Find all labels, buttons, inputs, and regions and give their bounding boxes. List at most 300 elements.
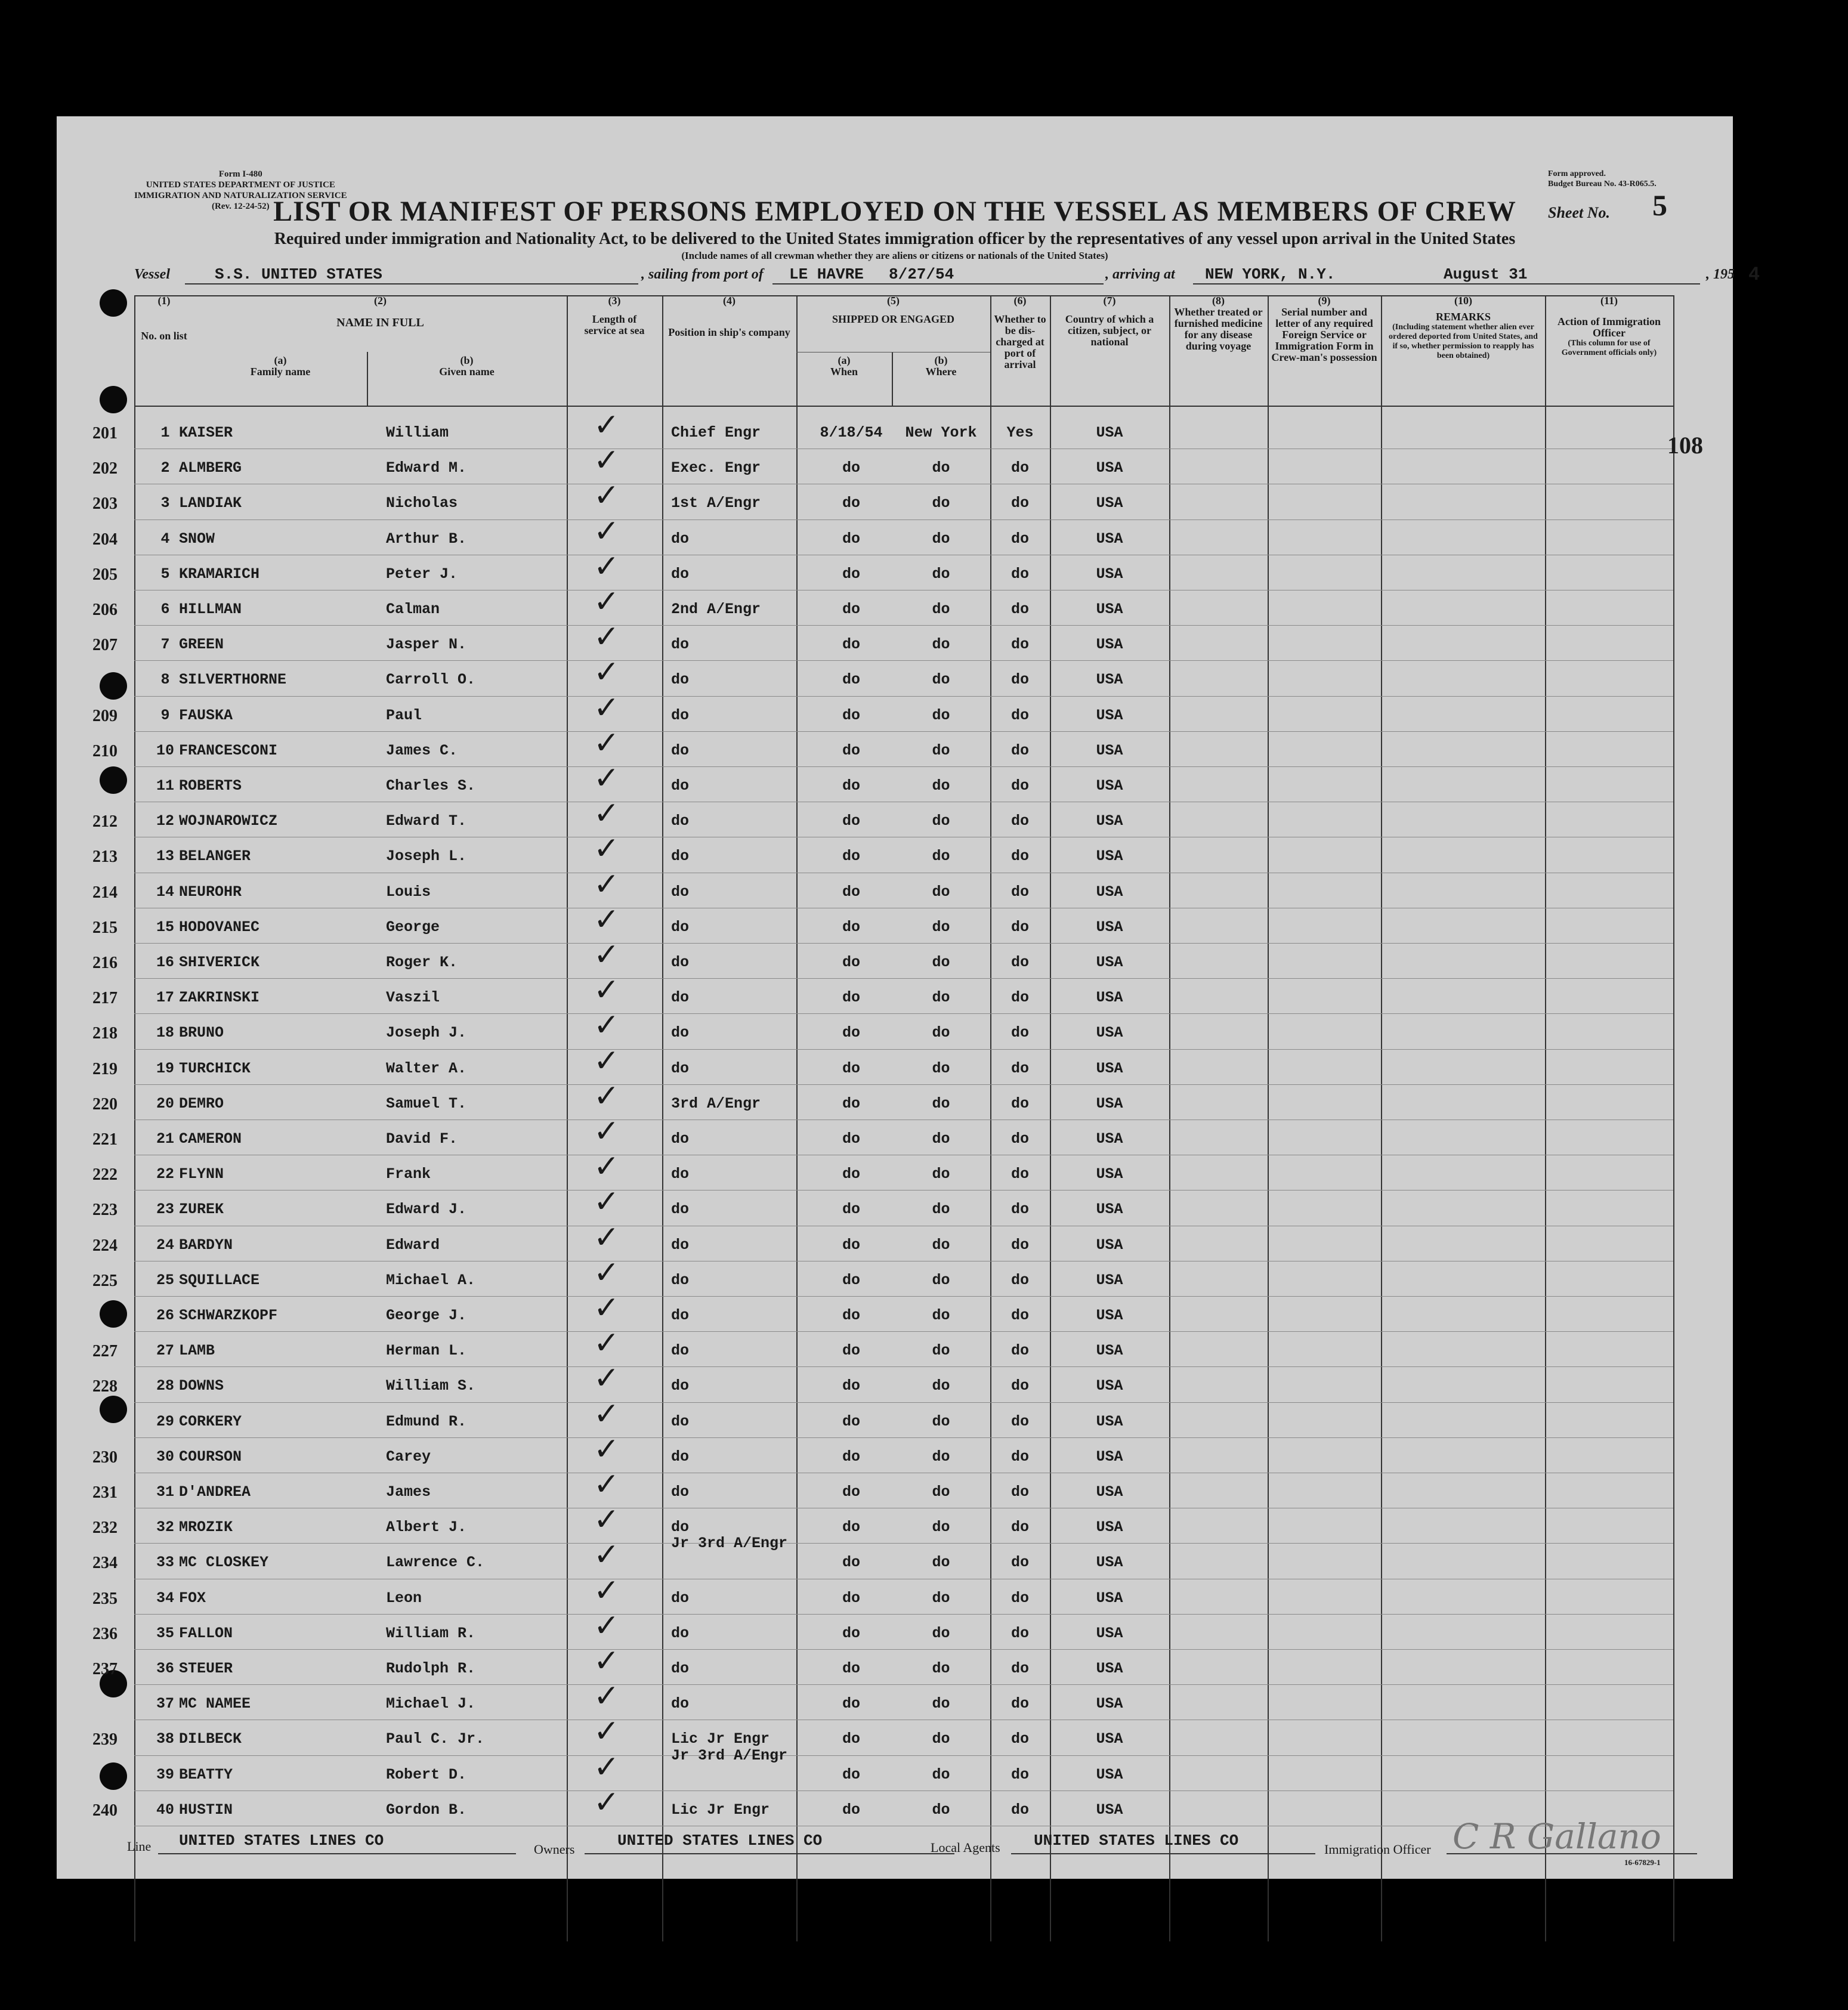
cell-family: SNOW [179, 530, 215, 548]
cell-no: 25 [156, 1271, 174, 1289]
cell-family: TURCHICK [179, 1059, 251, 1077]
cell-seq: 235 [92, 1589, 118, 1608]
cell-family: CORKERY [179, 1412, 242, 1430]
cell-family: DEMRO [179, 1094, 224, 1112]
cell-country: USA [1096, 671, 1123, 689]
table-row [57, 725, 1733, 767]
cell-when: do [842, 1165, 860, 1183]
cell-position: do [671, 918, 690, 936]
cell-check: ✓ [594, 1678, 620, 1715]
cell-check: ✓ [594, 1714, 620, 1750]
cell-seq: 231 [92, 1483, 118, 1502]
cell-position: do [671, 883, 690, 901]
cell-discharge: do [1010, 848, 1029, 865]
table-row [57, 1714, 1733, 1755]
cell-check: ✓ [594, 584, 620, 620]
cell-position: do [671, 812, 690, 830]
cell-country: USA [1096, 848, 1123, 865]
cell-no: 24 [156, 1236, 174, 1254]
cell-country: USA [1096, 1695, 1123, 1713]
cell-given: Michael J. [386, 1695, 476, 1713]
punch-hole [100, 289, 127, 317]
cell-when: do [842, 459, 860, 477]
cell-check: ✓ [594, 654, 620, 691]
cell-family: HODOVANEC [179, 918, 260, 936]
cell-where: do [932, 1589, 950, 1607]
cell-position: do [671, 1024, 690, 1042]
table-row [57, 1746, 1733, 1791]
cell-position: do [671, 565, 690, 583]
cell-position: Jr 3rd A/Engr [671, 1535, 788, 1553]
cell-where: do [932, 1307, 950, 1324]
cell-position: do [671, 848, 690, 865]
col-9-number: (9) [1318, 295, 1331, 307]
cell-check: ✓ [594, 1254, 620, 1291]
col-7-label: Country of which a citizen, subject, or national [1065, 313, 1154, 348]
subtitle: Required under immigration and Nationality Act, to be delivered to the United States immigration officer by the representatives of any vessel upon arrival in the United States [274, 230, 1516, 248]
year-digit: 4 [1748, 264, 1760, 286]
cell-country: USA [1096, 1165, 1123, 1183]
cell-discharge: do [1010, 1801, 1029, 1819]
cell-no: 15 [156, 918, 174, 936]
cell-seq: 207 [92, 636, 118, 655]
cell-given: David F. [386, 1130, 458, 1148]
cell-discharge: do [1010, 1554, 1029, 1572]
service: IMMIGRATION AND NATURALIZATION SERVICE [134, 191, 347, 200]
cell-check: ✓ [594, 725, 620, 761]
cell-check: ✓ [594, 1149, 620, 1185]
cell-no: 32 [156, 1519, 174, 1536]
col-11-number: (11) [1600, 295, 1618, 307]
cell-where: do [932, 741, 950, 759]
cell-given: Leon [386, 1589, 422, 1607]
cell-country: USA [1096, 1094, 1123, 1112]
cell-country: USA [1096, 494, 1123, 512]
cell-where: do [932, 1412, 950, 1430]
cell-check: ✓ [594, 1643, 620, 1679]
arrival-date: August 31 [1444, 265, 1528, 283]
col-2a-number: (a) [274, 354, 287, 366]
cell-given: Peter J. [386, 565, 458, 583]
cell-discharge: do [1010, 883, 1029, 901]
cell-check: ✓ [594, 1537, 620, 1573]
cell-where: do [932, 601, 950, 618]
col-1-number: (1) [157, 295, 171, 307]
cell-family: HILLMAN [179, 601, 242, 618]
cell-given: Edmund R. [386, 1412, 467, 1430]
cell-family: MROZIK [179, 1519, 233, 1536]
cell-position: do [671, 1165, 690, 1183]
table-row [57, 1184, 1733, 1226]
cell-check: ✓ [594, 1784, 620, 1820]
cell-no: 11 [156, 777, 174, 794]
cell-when: do [842, 1765, 860, 1783]
cell-no: 21 [156, 1130, 174, 1148]
page-title: LIST OR MANIFEST OF PERSONS EMPLOYED ON THE VESSEL AS MEMBERS OF CREW [273, 196, 1516, 227]
cell-check: ✓ [594, 1325, 620, 1362]
cell-position: Jr 3rd A/Engr [671, 1746, 788, 1764]
cell-seq: 209 [92, 706, 118, 725]
cell-position: Chief Engr [671, 424, 761, 441]
cell-discharge: do [1010, 1624, 1029, 1642]
table-row [57, 1360, 1733, 1402]
cell-given: Charles S. [386, 777, 476, 794]
cell-family: CAMERON [179, 1130, 242, 1148]
cell-discharge: do [1010, 1342, 1029, 1360]
table-row [57, 760, 1733, 802]
cell-discharge: do [1010, 777, 1029, 794]
cell-position: do [671, 1483, 690, 1501]
cell-country: USA [1096, 1589, 1123, 1607]
arriving-label: , arriving at [1105, 267, 1175, 282]
cell-position: do [671, 1059, 690, 1077]
cell-when: 8/18/54 [820, 424, 883, 441]
cell-check: ✓ [594, 689, 620, 726]
include-note: (Include names of all crewman whether they are aliens or citizens or nationals of the United States) [681, 250, 1108, 261]
cell-seq: 202 [92, 459, 118, 478]
cell-when: do [842, 989, 860, 1007]
form-approval [1548, 169, 1657, 189]
cell-position: do [671, 1448, 690, 1465]
cell-check: ✓ [594, 972, 620, 1009]
cell-discharge: do [1010, 1165, 1029, 1183]
table-row [57, 1219, 1733, 1261]
cell-no: 23 [156, 1201, 174, 1219]
cell-when: do [842, 1660, 860, 1677]
local-agents: UNITED STATES LINES CO [1034, 1832, 1239, 1850]
cell-given: Edward [386, 1236, 440, 1254]
cell-country: USA [1096, 741, 1123, 759]
cell-check: ✓ [594, 619, 620, 655]
cell-country: USA [1096, 1412, 1123, 1430]
cell-family: FRANCESCONI [179, 741, 278, 759]
cell-check: ✓ [594, 1043, 620, 1079]
cell-family: MC CLOSKEY [179, 1554, 269, 1572]
cell-given: George [386, 918, 440, 936]
cell-discharge: do [1010, 1730, 1029, 1748]
table-row [57, 796, 1733, 837]
cell-no: 31 [156, 1483, 174, 1501]
cell-no: 1 [160, 424, 170, 441]
cell-discharge: do [1010, 565, 1029, 583]
cell-where: do [932, 954, 950, 971]
table-row [57, 866, 1733, 908]
table-row [57, 1607, 1733, 1650]
cell-seq: 228 [92, 1377, 118, 1396]
cell-country: USA [1096, 1236, 1123, 1254]
cell-seq: 220 [92, 1094, 118, 1114]
cell-seq: 201 [92, 424, 118, 443]
table-row [57, 689, 1733, 732]
cell-where: do [932, 1519, 950, 1536]
cell-no: 20 [156, 1094, 174, 1112]
cell-position: do [671, 1660, 690, 1677]
cell-given: Paul C. Jr. [386, 1730, 485, 1748]
table-row [57, 1678, 1733, 1720]
cell-discharge: do [1010, 918, 1029, 936]
cell-where: do [932, 565, 950, 583]
cell-discharge: do [1010, 1201, 1029, 1219]
cell-seq: 205 [92, 565, 118, 584]
cell-given: James [386, 1483, 431, 1501]
col-10-label: REMARKS [1435, 311, 1491, 323]
cell-given: Michael A. [386, 1271, 476, 1289]
cell-family: ROBERTS [179, 777, 242, 794]
cell-no: 26 [156, 1307, 174, 1324]
cell-check: ✓ [594, 1184, 620, 1220]
budget-bureau-line: Budget Bureau No. 43-R065.5. [1548, 180, 1657, 188]
cell-position: do [671, 636, 690, 654]
cell-country: USA [1096, 1130, 1123, 1148]
cell-check: ✓ [594, 548, 620, 585]
cell-country: USA [1096, 1554, 1123, 1572]
col-5-label: SHIPPED OR ENGAGED [832, 313, 955, 325]
cell-discharge: do [1010, 1589, 1029, 1607]
cell-given: Paul [386, 706, 422, 724]
cell-where: do [932, 1236, 950, 1254]
cell-position: do [671, 1624, 690, 1642]
cell-given: William [386, 424, 449, 441]
line-label: Line [127, 1839, 152, 1854]
cell-check: ✓ [594, 1290, 620, 1326]
cell-position: do [671, 1236, 690, 1254]
col-7-number: (7) [1103, 295, 1116, 307]
cell-seq: 221 [92, 1130, 118, 1149]
cell-seq: 237 [92, 1660, 118, 1678]
cell-given: Rudolph R. [386, 1660, 476, 1677]
cell-check: ✓ [594, 937, 620, 973]
cell-when: do [842, 777, 860, 794]
table-row [57, 548, 1733, 590]
cell-no: 38 [156, 1730, 174, 1748]
cell-discharge: do [1010, 1130, 1029, 1148]
cell-no: 12 [156, 812, 174, 830]
table-row [57, 1467, 1733, 1508]
cell-family: BARDYN [179, 1236, 233, 1254]
cell-discharge: Yes [1006, 424, 1034, 441]
cell-position: do [671, 671, 690, 689]
arrival-port: NEW YORK, N.Y. [1205, 265, 1336, 283]
cell-no: 14 [156, 883, 174, 901]
cell-check: ✓ [594, 513, 620, 549]
cell-when: do [842, 1695, 860, 1713]
cell-seq: 203 [92, 494, 118, 514]
cell-country: USA [1096, 424, 1123, 441]
cell-position: do [671, 1412, 690, 1430]
cell-discharge: do [1010, 989, 1029, 1007]
cell-given: Vaszil [386, 989, 440, 1007]
manifest-sheet [57, 116, 1760, 1879]
cell-seq: 219 [92, 1059, 118, 1078]
cell-position: do [671, 1307, 690, 1324]
table-row [57, 972, 1733, 1014]
cell-country: USA [1096, 1660, 1123, 1677]
cell-given: William S. [386, 1377, 476, 1395]
cell-discharge: do [1010, 1695, 1029, 1713]
cell-given: Edward M. [386, 459, 467, 477]
col-2-number: (2) [374, 295, 387, 307]
cell-no: 36 [156, 1660, 174, 1677]
cell-no: 9 [160, 706, 170, 724]
cell-discharge: do [1010, 494, 1029, 512]
col-2b-number: (b) [460, 354, 474, 366]
col-6-number: (6) [1013, 295, 1027, 307]
officer-label: Immigration Officer [1324, 1842, 1431, 1857]
table-row [57, 937, 1733, 979]
cell-where: New York [905, 424, 977, 441]
cell-family: DOWNS [179, 1377, 224, 1395]
cell-discharge: do [1010, 1024, 1029, 1042]
cell-position: do [671, 1695, 690, 1713]
cell-when: do [842, 530, 860, 548]
cell-discharge: do [1010, 1448, 1029, 1465]
cell-where: do [932, 1483, 950, 1501]
cell-country: USA [1096, 954, 1123, 971]
cell-check: ✓ [594, 1467, 620, 1502]
cell-given: Joseph L. [386, 848, 467, 865]
cell-given: Gordon B. [386, 1801, 467, 1819]
cell-where: do [932, 1024, 950, 1042]
cell-check: ✓ [594, 796, 620, 832]
cell-where: do [932, 530, 950, 548]
cell-no: 3 [160, 494, 170, 512]
cell-where: do [932, 671, 950, 689]
cell-when: do [842, 1412, 860, 1430]
cell-when: do [842, 1130, 860, 1148]
cell-no: 17 [156, 989, 174, 1007]
cell-no: 8 [160, 671, 170, 689]
cell-where: do [932, 1094, 950, 1112]
cell-when: do [842, 1201, 860, 1219]
cell-where: do [932, 1448, 950, 1465]
cell-country: USA [1096, 1448, 1123, 1465]
col-3-number: (3) [608, 295, 621, 307]
table-row [57, 1078, 1733, 1120]
table-row [57, 831, 1733, 873]
cell-position: 1st A/Engr [671, 494, 761, 512]
table-row [57, 513, 1733, 555]
table-row [57, 1149, 1733, 1190]
cell-check: ✓ [594, 866, 620, 902]
cell-country: USA [1096, 530, 1123, 548]
vessel-name: S.S. UNITED STATES [215, 265, 382, 283]
cell-no: 18 [156, 1024, 174, 1042]
cell-when: do [842, 848, 860, 865]
cell-discharge: do [1010, 530, 1029, 548]
cell-position: Exec. Engr [671, 459, 761, 477]
cell-family: ALMBERG [179, 459, 242, 477]
table-row [57, 1043, 1733, 1085]
cell-family: MC NAMEE [179, 1695, 251, 1713]
cell-family: BEATTY [179, 1765, 233, 1783]
cell-check: ✓ [594, 407, 620, 443]
cell-seq: 206 [92, 601, 118, 619]
cell-when: do [842, 1624, 860, 1642]
cell-no: 16 [156, 954, 174, 971]
cell-seq: 234 [92, 1554, 118, 1573]
cell-when: do [842, 706, 860, 724]
cell-discharge: do [1010, 1765, 1029, 1783]
cell-given: Edward J. [386, 1201, 467, 1219]
cell-when: do [842, 883, 860, 901]
department: UNITED STATES DEPARTMENT OF JUSTICE [146, 180, 335, 190]
cell-where: do [932, 883, 950, 901]
cell-check: ✓ [594, 901, 620, 938]
col-5b-number: (b) [934, 354, 948, 366]
cell-where: do [932, 1130, 950, 1148]
cell-where: do [932, 1377, 950, 1395]
cell-when: do [842, 1377, 860, 1395]
cell-where: do [932, 1271, 950, 1289]
cell-when: do [842, 1342, 860, 1360]
cell-where: do [932, 1201, 950, 1219]
cell-given: Roger K. [386, 954, 458, 971]
col-10-number: (10) [1454, 295, 1472, 307]
cell-check: ✓ [594, 1007, 620, 1044]
cell-position: do [671, 1201, 690, 1219]
cell-check: ✓ [594, 1114, 620, 1149]
table-row [57, 1535, 1733, 1579]
cell-given: Edward T. [386, 812, 467, 830]
cell-position: do [671, 1130, 690, 1148]
table-row [57, 1431, 1733, 1473]
cell-when: do [842, 636, 860, 654]
cell-given: Robert D. [386, 1765, 467, 1783]
cell-family: FOX [179, 1589, 206, 1607]
cell-country: USA [1096, 1765, 1123, 1783]
table-row [57, 901, 1733, 944]
departure-port: LE HAVRE [789, 265, 864, 283]
cell-seq: 217 [92, 989, 118, 1008]
sheet-number: 5 [1652, 188, 1667, 222]
cell-when: do [842, 601, 860, 618]
cell-given: Lawrence C. [386, 1554, 485, 1572]
cell-where: do [932, 1801, 950, 1819]
cell-country: USA [1096, 1801, 1123, 1819]
cell-when: do [842, 565, 860, 583]
cell-seq: 240 [92, 1801, 118, 1820]
cell-where: do [932, 989, 950, 1007]
table-row [57, 1114, 1733, 1155]
cell-where: do [932, 1554, 950, 1572]
cell-family: WOJNAROWICZ [179, 812, 278, 830]
cell-family: SCHWARZKOPF [179, 1307, 278, 1324]
table-row [57, 1572, 1733, 1615]
cell-seq: 223 [92, 1201, 118, 1220]
cell-no: 7 [160, 636, 170, 654]
cell-no: 37 [156, 1695, 174, 1713]
cell-position: do [671, 1519, 690, 1536]
cell-position: do [671, 954, 690, 971]
cell-country: USA [1096, 883, 1123, 901]
cell-given: Jasper N. [386, 636, 467, 654]
cell-seq: 216 [92, 954, 118, 972]
cell-check: ✓ [594, 1749, 620, 1785]
cell-check: ✓ [594, 760, 620, 796]
cell-position: Lic Jr Engr [671, 1801, 770, 1819]
cell-country: USA [1096, 989, 1123, 1007]
year-prefix: , 195 [1706, 267, 1735, 282]
cell-position: do [671, 1271, 690, 1289]
cell-country: USA [1096, 706, 1123, 724]
cell-position: do [671, 741, 690, 759]
cell-position: 3rd A/Engr [671, 1094, 761, 1112]
cell-family: GREEN [179, 636, 224, 654]
col-5b-label: Where [925, 366, 957, 378]
cell-seq: 218 [92, 1024, 118, 1043]
cell-no: 30 [156, 1448, 174, 1465]
cell-family: DILBECK [179, 1730, 242, 1748]
